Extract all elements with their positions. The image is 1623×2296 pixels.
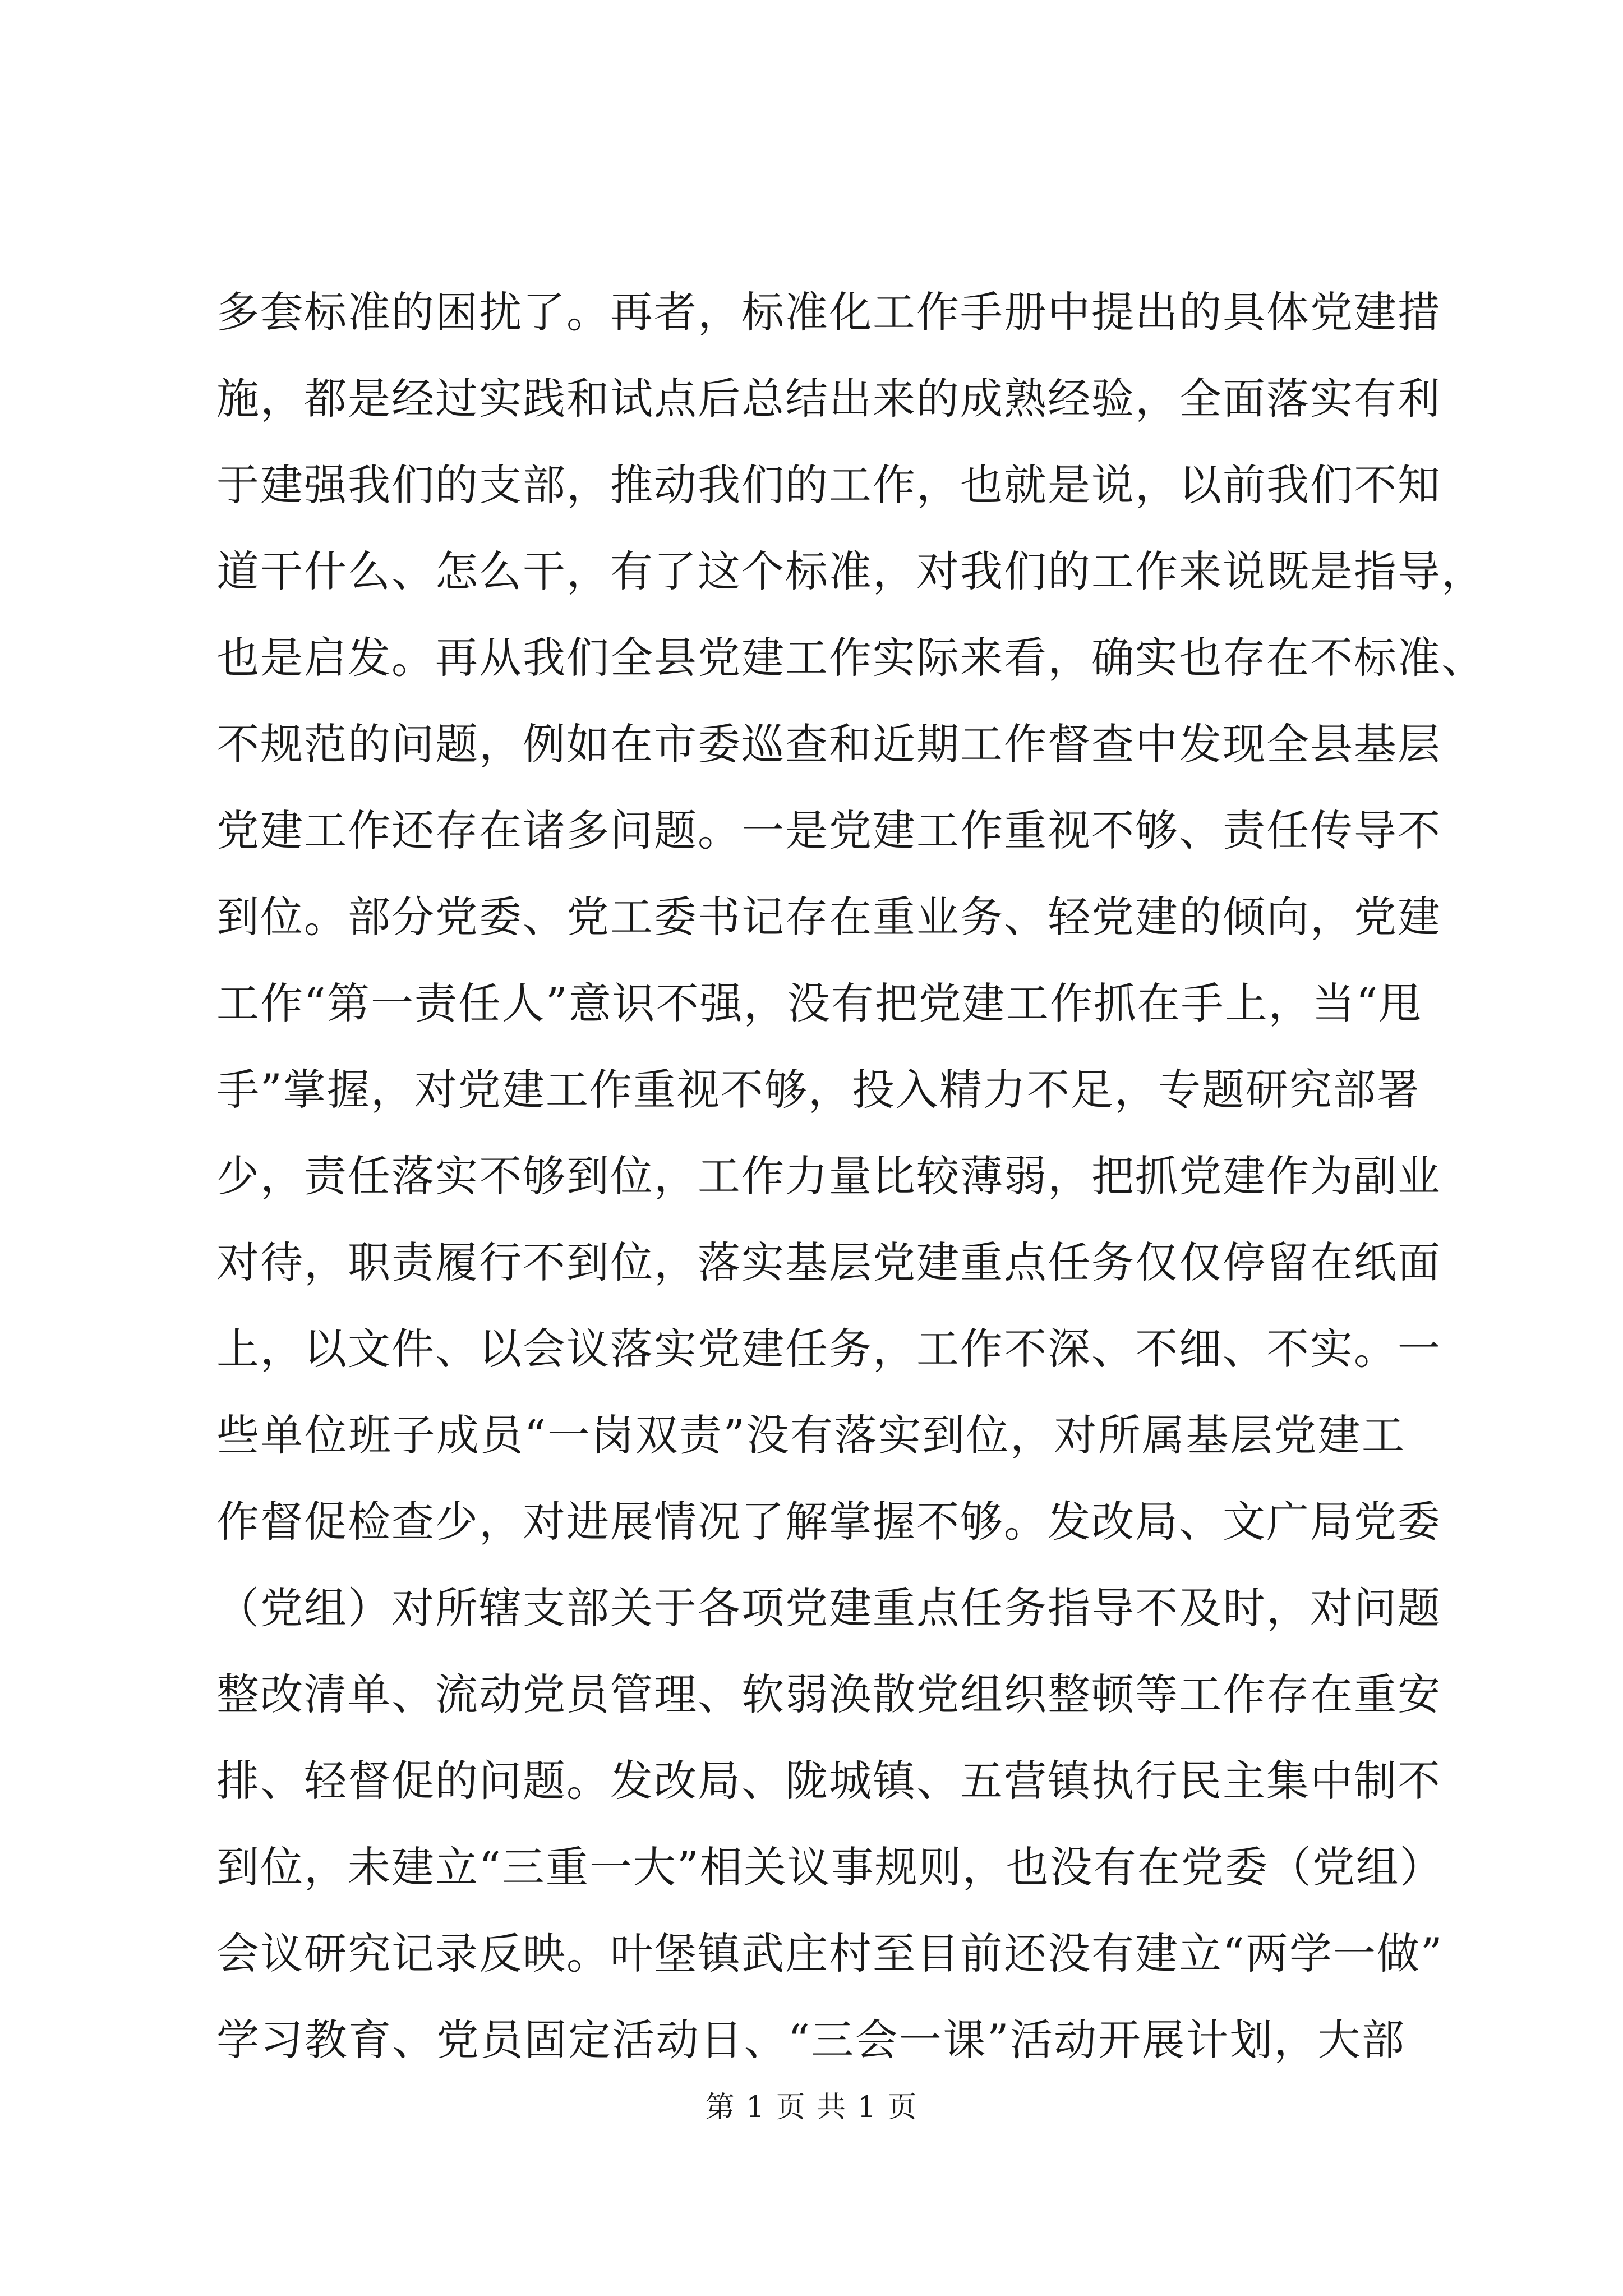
text-line: 工作“第一责任人”意识不强，没有把党建工作抓在手上，当“甩 — [216, 978, 1423, 1028]
text-line: 党建工作还存在诸多问题。一是党建工作重视不够、责任传导不 — [216, 806, 1441, 855]
text-line: 排、轻督促的问题。发改局、陇城镇、五营镇执行民主集中制不 — [216, 1756, 1441, 1806]
body-text — [216, 269, 1485, 2083]
text-line: 不规范的问题，例如在市委巡查和近期工作督查中发现全县基层 — [216, 719, 1441, 769]
text-line: 于建强我们的支部，推动我们的工作，也就是说，以前我们不知 — [216, 460, 1441, 510]
text-line: 少，责任落实不够到位，工作力量比较薄弱，把抓党建作为副业 — [216, 1151, 1441, 1201]
text-line: 上，以文件、以会议落实党建任务，工作不深、不细、不实。一 — [216, 1324, 1441, 1374]
text-line: 会议研究记录反映。叶堡镇武庄村至目前还没有建立“两学一做” — [216, 1929, 1444, 1978]
text-line: 作督促检查少，对进展情况了解掌握不够。发改局、文广局党委 — [216, 1497, 1441, 1547]
text-line: 到位。部分党委、党工委书记存在重业务、轻党建的倾向，党建 — [216, 892, 1441, 942]
text-line: 道干什么、怎么干，有了这个标准，对我们的工作来说既是指导， — [216, 546, 1485, 596]
text-line: 到位，未建立“三重一大”相关议事规则，也没有在党委（党组） — [216, 1842, 1444, 1892]
text-line: 学习教育、党员固定活动日、“三会一课”活动开展计划，大部 — [216, 2015, 1405, 2065]
text-line: 也是启发。再从我们全县党建工作实际来看，确实也存在不标准、 — [216, 633, 1485, 683]
text-line: 对待，职责履行不到位，落实基层党建重点任务仅仅停留在纸面 — [216, 1237, 1441, 1287]
text-line: （党组）对所辖支部关于各项党建重点任务指导不及时，对问题 — [216, 1583, 1441, 1633]
text-line: 手”掌握，对党建工作重视不够，投入精力不足，专题研究部署 — [216, 1065, 1421, 1115]
page-number-footer: 第 1 页 共 1 页 — [705, 2091, 918, 2124]
text-line: 些单位班子成员“一岗双责”没有落实到位，对所属基层党建工 — [216, 1410, 1405, 1460]
text-line: 施，都是经过实践和试点后总结出来的成熟经验，全面落实有利 — [216, 374, 1441, 424]
text-line: 整改清单、流动党员管理、软弱涣散党组织整顿等工作存在重安 — [216, 1669, 1441, 1719]
text-line: 多套标准的困扰了。再者，标准化工作手册中提出的具体党建措 — [216, 287, 1441, 337]
